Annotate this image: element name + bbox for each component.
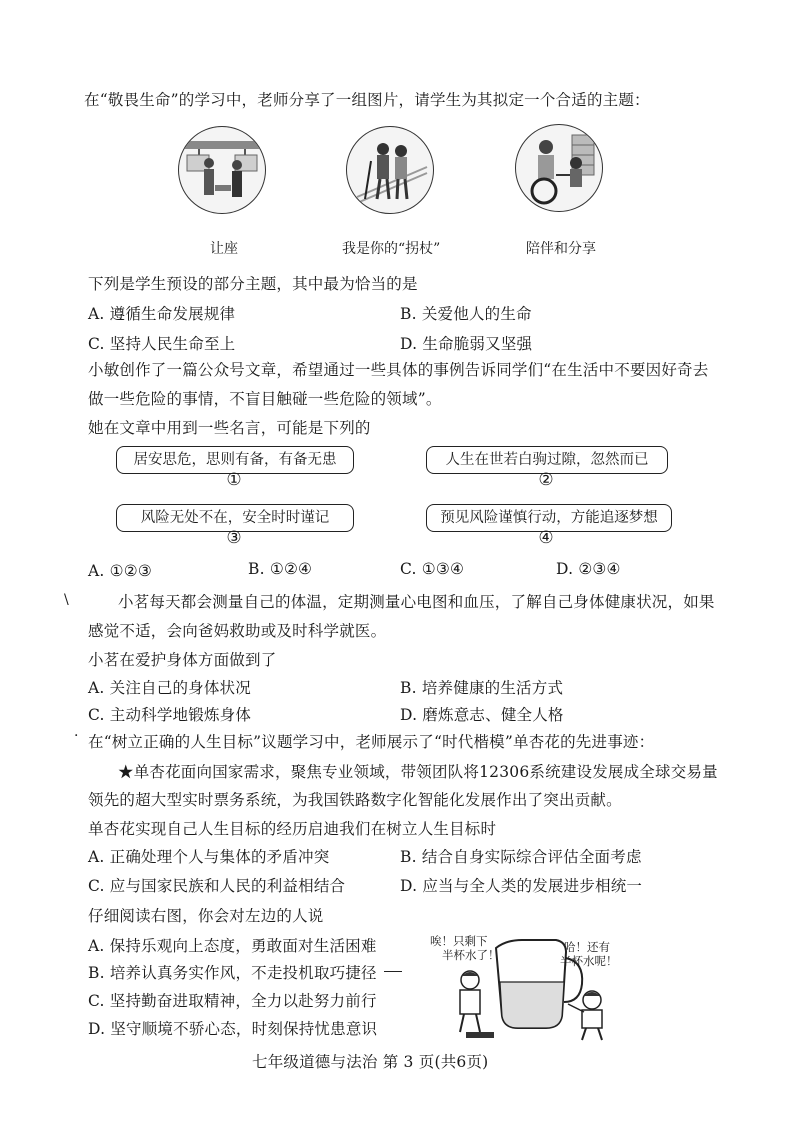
quote-box-3: 风险无处不在，安全时时谨记 bbox=[116, 504, 354, 532]
half-glass-cartoon bbox=[426, 928, 626, 1042]
q5-question: 仔细阅读右图，你会对左边的人说 bbox=[88, 907, 324, 925]
q5-option-b: B. 培养认真务实作风，不走投机取巧捷径 bbox=[88, 964, 377, 982]
quote-label-3: ③ bbox=[226, 528, 242, 548]
q1-option-d: D. 生命脆弱又坚强 bbox=[400, 335, 533, 353]
q1-option-b: B. 关爱他人的生命 bbox=[400, 305, 532, 323]
bubble-right-line1: 哈！还有 bbox=[564, 940, 610, 954]
q4-option-a: A. 正确处理个人与集体的矛盾冲突 bbox=[88, 848, 330, 866]
bubble-right-line2: 半杯水呢！ bbox=[560, 954, 618, 968]
q4-stem: 在“树立正确的人生目标”议题学习中，老师展示了“时代楷模”单杏花的先进事迹： bbox=[88, 733, 655, 751]
bubble-left-line1: 唉！只剩下 bbox=[430, 934, 488, 948]
q2-option-b: B. ①②④ bbox=[248, 560, 313, 578]
q3-option-a: A. 关注自己的身体状况 bbox=[88, 679, 251, 697]
q4-option-d: D. 应当与全人类的发展进步相统一 bbox=[400, 877, 643, 895]
q1-question: 下列是学生预设的部分主题，其中最为恰当的是 bbox=[88, 275, 418, 293]
q4-margin-mark: · bbox=[74, 728, 79, 744]
q4-material-line1: ★单杏花面向国家需求，聚焦专业领域，带领团队将12306系统建设发展成全球交易量 bbox=[118, 763, 718, 781]
q5-option-a: A. 保持乐观向上态度，勇敢面对生活困难 bbox=[88, 937, 377, 955]
q3-question: 小茗在爱护身体方面做到了 bbox=[88, 651, 277, 669]
q5-option-c: C. 坚持勤奋进取精神，全力以赴努力前行 bbox=[88, 992, 377, 1010]
q4-option-c: C. 应与国家民族和人民的利益相结合 bbox=[88, 877, 346, 895]
q4-material-line2: 领先的超大型实时票务系统，为我国铁路数字化智能化发展作出了突出贡献。 bbox=[88, 791, 622, 809]
q2-option-c: C. ①③④ bbox=[400, 560, 465, 578]
caption-companionship: 陪伴和分享 bbox=[526, 241, 596, 257]
q4-option-b: B. 结合自身实际综合评估全面考虑 bbox=[400, 848, 642, 866]
q5-option-d: D. 坚守顺境不骄心态，时刻保持忧患意识 bbox=[88, 1020, 378, 1038]
q5-option-b-underline bbox=[384, 971, 402, 972]
q2-question: 她在文章中用到一些名言，可能是下列的 bbox=[88, 419, 371, 437]
q3-option-c: C. 主动科学地锻炼身体 bbox=[88, 706, 252, 724]
q3-stem-line2: 感觉不适，会向爸妈救助或及时科学就医。 bbox=[88, 622, 387, 640]
image-giving-seat bbox=[178, 126, 266, 214]
q2-option-d: D. ②③④ bbox=[556, 560, 621, 578]
q2-option-a: A. ①②③ bbox=[88, 562, 152, 580]
q1-stem: 在“敬畏生命”的学习中，老师分享了一组图片，请学生为其拟定一个合适的主题： bbox=[84, 91, 650, 109]
q3-option-d: D. 磨炼意志、健全人格 bbox=[400, 706, 564, 724]
quote-box-1: 居安思危，思则有备，有备无患 bbox=[116, 446, 354, 474]
quote-box-4: 预见风险谨慎行动，方能追逐梦想 bbox=[426, 504, 672, 532]
bubble-left-line2: 半杯水了！ bbox=[442, 948, 500, 962]
quote-label-4: ④ bbox=[538, 528, 554, 548]
caption-crutch: 我是你的“拐杖” bbox=[342, 241, 441, 257]
q4-question: 单杏花实现自己人生目标的经历启迪我们在树立人生目标时 bbox=[88, 820, 497, 838]
page-footer: 七年级道德与法治 第 3 页(共6页) bbox=[252, 1053, 489, 1071]
q3-margin-mark: \ bbox=[64, 592, 69, 608]
q1-option-a: A. 遵循生命发展规律 bbox=[88, 305, 236, 323]
caption-giving-seat: 让座 bbox=[210, 241, 238, 257]
image-companionship bbox=[515, 124, 603, 212]
q3-stem-line1: 小茗每天都会测量自己的体温，定期测量心电图和血压，了解自己身体健康状况，如果 bbox=[118, 593, 715, 611]
q2-stem-line1: 小敏创作了一篇公众号文章，希望通过一些具体的事例告诉同学们“在生活中不要因好奇去 bbox=[88, 361, 709, 379]
q1-option-c: C. 坚持人民生命至上 bbox=[88, 335, 236, 353]
quote-box-2: 人生在世若白驹过隙，忽然而已 bbox=[426, 446, 668, 474]
q2-stem-line2: 做一些危险的事情，不盲目触碰一些危险的领域”。 bbox=[88, 390, 442, 408]
quote-label-1: ① bbox=[226, 470, 242, 490]
image-crutch bbox=[346, 126, 434, 214]
quote-label-2: ② bbox=[538, 470, 554, 490]
q3-option-b: B. 培养健康的生活方式 bbox=[400, 679, 564, 697]
